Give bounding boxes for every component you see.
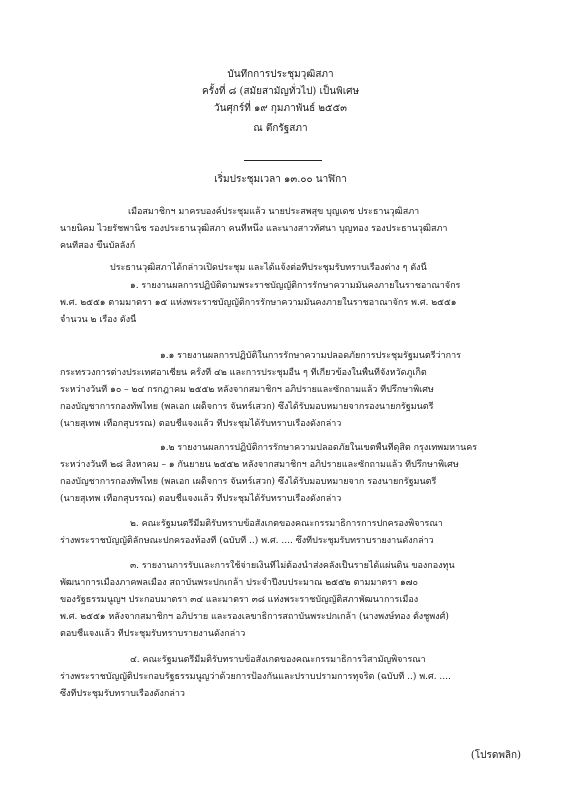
paragraph-line: ร่างพระราชบัญญัติประกอบรัฐธรรมนูญว่าด้วยการป้องกันและปราบปรามการทุจริต (ฉบับที่ ..) พ.ศ. .... [60, 672, 451, 682]
place-line: ณ ตึกรัฐสภา [253, 123, 308, 134]
paragraph-line: ของรัฐธรรมนูญฯ ประกอบมาตรา ๓๔ และมาตรา ๓๘ แห่งพระราชบัญญัติสภาพัฒนาการเมือง [60, 595, 419, 605]
paragraph-line: ๔. คณะรัฐมนตรีมีมติรับทราบข้อสังเกตของคณะกรรมาธิการวิสามัญพิจารณา [130, 655, 426, 665]
paragraph-line: ระหว่างวันที่ ๑๐ – ๒๔ กรกฎาคม ๒๕๕๒ หลังจากสมาชิกฯ อภิปรายและซักถามแล้ว ที่ปรึกษาพิเศษ [60, 385, 434, 395]
paragraph-line: กองบัญชาการกองทัพไทย (พลเอก เผด็จการ จันทร์เสวก) ซึ่งได้รับมอบหมายจาก รองนายกรัฐมนตรี [60, 477, 437, 487]
session-line: ครั้งที่ ๘ (สมัยสามัญทั่วไป) เป็นพิเศษ [201, 86, 360, 97]
paragraph-line: นายนิคม ไวยรัชพานิช รองประธานวุฒิสภา คนที่หนึ่ง และนางสาวทัศนา บุญทอง รองประธานวุฒิสภา [60, 224, 448, 234]
paragraph-line: ๑.๑ รายงานผลการปฏิบัติในการรักษาความปลอดภัยการประชุมรัฐมนตรีว่าการ [160, 351, 462, 361]
paragraph-line: ๑.๒ รายงานผลการปฏิบัติการรักษาความปลอดภัยในเขตพื้นที่ดุสิต กรุงเทพมหานคร [160, 443, 478, 453]
paragraph-line: ประธานวุฒิสภาได้กล่าวเปิดประชุม และได้แจ้งต่อที่ประชุมรับทราบเรื่องต่าง ๆ ดังนี้ [110, 263, 427, 273]
paragraph-line: พ.ศ. ๒๕๕๑ หลังจากสมาชิกฯ อภิปราย และรองเลขาธิการสถาบันพระปกเกล้า (นางพงษ์ทอง ตั้งชูพงศ์) [60, 612, 449, 622]
turn-page-note: (โปรดพลิก) [470, 750, 521, 761]
paragraph-line: คนที่สอง ขึ้นบัลลังก์ [60, 241, 136, 251]
paragraph-line: จำนวน ๒ เรื่อง ดังนี้ [60, 315, 137, 325]
paragraph-line: เมื่อสมาชิกฯ มาครบองค์ประชุมแล้ว นายประสพสุข บุญเดช ประธานวุฒิสภา [128, 207, 420, 217]
document-title: บันทึกการประชุมวุฒิสภา [227, 69, 334, 80]
paragraph-line: ตอบชี้แจงแล้ว ที่ประชุมรับทราบรายงานดังกล่าว [60, 629, 246, 639]
paragraph-line: ระหว่างวันที่ ๒๘ สิงหาคม – ๑ กันยายน ๒๕๕๒ หลังจากสมาชิกฯ อภิปรายและซักถามแล้ว ที่ปรึกษาพิเศษ [60, 460, 459, 470]
paragraph-line: ๑. รายงานผลการปฏิบัติตามพระราชบัญญัติการรักษาความมั่นคงภายในราชอาณาจักร [130, 281, 461, 291]
paragraph-line: พ.ศ. ๒๕๕๑ ตามมาตรา ๑๕ แห่งพระราชบัญญัติการรักษาความมั่นคงภายในราชอาณาจักร พ.ศ. ๒๕๕๑ [60, 298, 457, 308]
paragraph-line: ซึ่งที่ประชุมรับทราบเรื่องดังกล่าว [60, 689, 185, 699]
paragraph-line: ๓. รายงานการรับและการใช้จ่ายเงินที่ไม่ต้องนำส่งคลังเป็นรายได้แผ่นดิน ของกองทุน [130, 561, 455, 571]
paragraph-line: (นายสุเทพ เทือกสุบรรณ) ตอบชี้แจงแล้ว ที่ประชุมได้รับทราบเรื่องดังกล่าว [60, 419, 342, 429]
paragraph-line: พัฒนาการเมืองภาคพลเมือง สถาบันพระปกเกล้า ประจำปีงบประมาณ ๒๕๕๒ ตามมาตรา ๑๗๐ [60, 578, 418, 588]
paragraph-line: ร่างพระราชบัญญัติลักษณะปกครองท้องที่ (ฉบับที่ ..) พ.ศ. .... ซึ่งที่ประชุมรับทราบรายงานดังกล่าว [60, 536, 434, 546]
date-line: วันศุกร์ที่ ๑๙ กุมภาพันธ์ ๒๕๕๓ [214, 103, 347, 114]
paragraph-line: กระทรวงการต่างประเทศอาเซียน ครั้งที่ ๔๒ และการประชุมอื่น ๆ ที่เกี่ยวข้องในพื้นที่จังหวัดภูเก็ต [60, 368, 427, 378]
start-time-line: เริ่มประชุมเวลา ๑๓.๐๐ นาฬิกา [214, 174, 347, 185]
paragraph-line: กองบัญชาการกองทัพไทย (พลเอก เผด็จการ จันทร์เสวก) ซึ่งได้รับมอบหมายจากรองนายกรัฐมนตรี [60, 402, 434, 412]
header-divider [244, 160, 322, 161]
paragraph-line: (นายสุเทพ เทือกสุบรรณ) ตอบชี้แจงแล้ว ที่ประชุมได้รับทราบเรื่องดังกล่าว [60, 494, 342, 504]
paragraph-line: ๒. คณะรัฐมนตรีมีมติรับทราบข้อสังเกตของคณะกรรมาธิการการปกครองพิจารณา [130, 519, 443, 529]
